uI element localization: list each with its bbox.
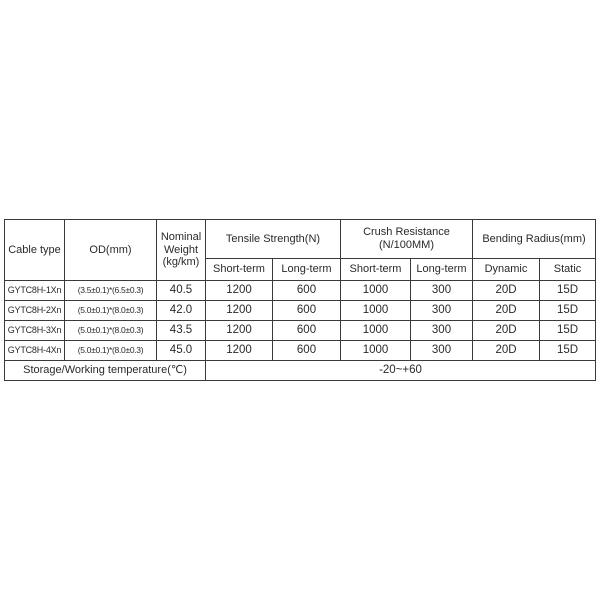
header-crush-long: Long-term [411, 259, 473, 281]
cell-model: GYTC8H-3Xn [5, 321, 65, 341]
cell-tensile-long: 600 [273, 341, 341, 361]
table-row [5, 341, 596, 361]
cell-model: GYTC8H-4Xn [5, 341, 65, 361]
cell-od: (3.5±0.1)*(6.5±0.3) [65, 281, 157, 301]
cell-crush-short: 1000 [341, 281, 411, 301]
cell-bend-dynamic: 20D [473, 341, 540, 361]
header-cable-type: Cable type [5, 220, 65, 281]
cell-tensile-long: 600 [273, 281, 341, 301]
cell-crush-long: 300 [411, 321, 473, 341]
cell-crush-long: 300 [411, 341, 473, 361]
cell-weight: 45.0 [157, 341, 206, 361]
cell-od: (5.0±0.1)*(8.0±0.3) [65, 301, 157, 321]
cell-bend-static: 15D [540, 321, 596, 341]
header-row-1 [5, 220, 596, 259]
header-bending: Bending Radius(mm) [473, 220, 596, 259]
header-od: OD(mm) [65, 220, 157, 281]
cell-od: (5.0±0.1)*(8.0±0.3) [65, 321, 157, 341]
cell-weight: 43.5 [157, 321, 206, 341]
table-row [5, 301, 596, 321]
cell-tensile-long: 600 [273, 321, 341, 341]
footer-row [5, 361, 596, 381]
cell-tensile-short: 1200 [206, 301, 273, 321]
cell-tensile-short: 1200 [206, 281, 273, 301]
cell-tensile-short: 1200 [206, 321, 273, 341]
header-bend-static: Static [540, 259, 596, 281]
cell-bend-static: 15D [540, 341, 596, 361]
header-weight: Nominal Weight (kg/km) [157, 220, 206, 281]
header-crush-short: Short-term [341, 259, 411, 281]
cell-bend-dynamic: 20D [473, 281, 540, 301]
spec-table [4, 219, 596, 381]
cell-weight: 42.0 [157, 301, 206, 321]
cell-crush-short: 1000 [341, 301, 411, 321]
cell-crush-long: 300 [411, 281, 473, 301]
cell-tensile-long: 600 [273, 301, 341, 321]
cell-model: GYTC8H-1Xn [5, 281, 65, 301]
temperature-label: Storage/Working temperature(℃) [5, 361, 206, 381]
table-row [5, 321, 596, 341]
temperature-value: -20~+60 [206, 361, 596, 381]
cell-crush-short: 1000 [341, 321, 411, 341]
cell-weight: 40.5 [157, 281, 206, 301]
cell-bend-static: 15D [540, 301, 596, 321]
header-tensile-short: Short-term [206, 259, 273, 281]
cell-tensile-short: 1200 [206, 341, 273, 361]
cell-crush-short: 1000 [341, 341, 411, 361]
header-tensile: Tensile Strength(N) [206, 220, 341, 259]
cell-bend-dynamic: 20D [473, 301, 540, 321]
cell-od: (5.0±0.1)*(8.0±0.3) [65, 341, 157, 361]
cell-crush-long: 300 [411, 301, 473, 321]
header-crush: Crush Resistance (N/100MM) [341, 220, 473, 259]
cell-bend-dynamic: 20D [473, 321, 540, 341]
header-tensile-long: Long-term [273, 259, 341, 281]
cell-bend-static: 15D [540, 281, 596, 301]
header-bend-dynamic: Dynamic [473, 259, 540, 281]
cell-model: GYTC8H-2Xn [5, 301, 65, 321]
table-row [5, 281, 596, 301]
